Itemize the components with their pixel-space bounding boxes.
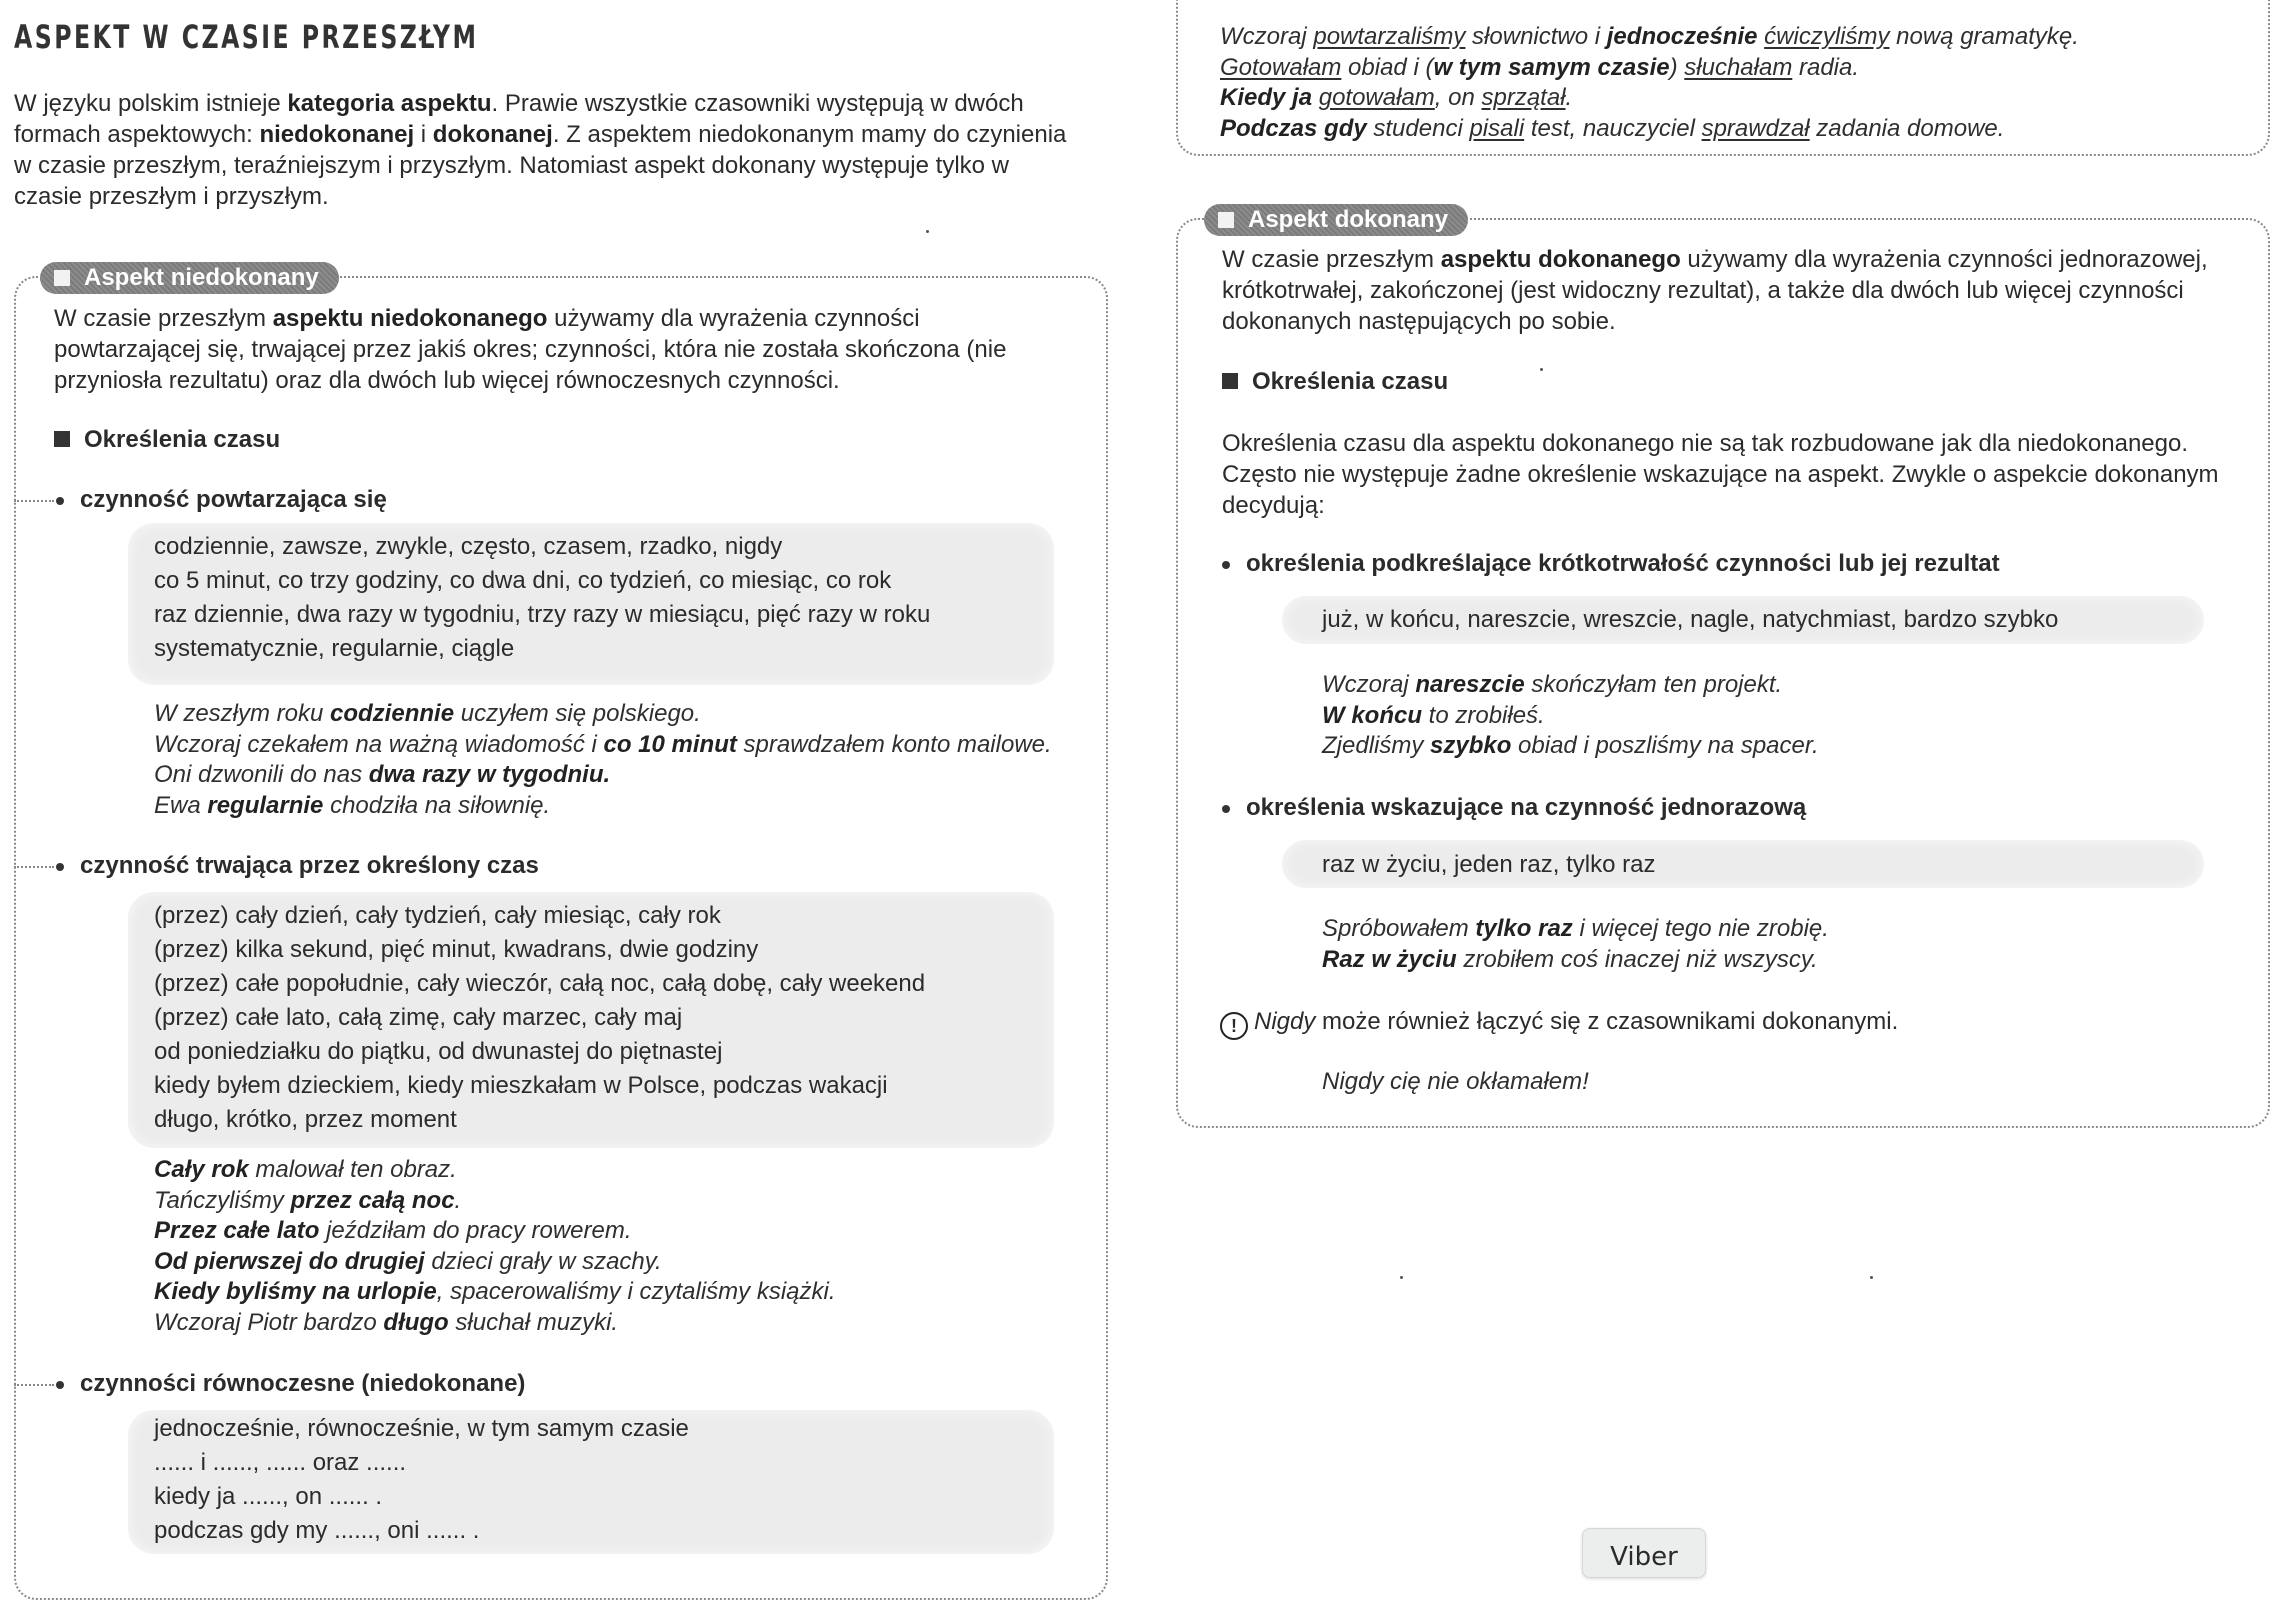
expression-line: (przez) całe lato, całą zimę, cały marzec, cały maj <box>154 1004 683 1031</box>
examples-list <box>154 699 1052 821</box>
imperfective-time-heading: Określenia czasu <box>54 426 280 454</box>
expression-line: ...... i ......, ...... oraz ...... <box>154 1449 407 1476</box>
example-sentence: W zeszłym roku codziennie uczyłem się polskiego. <box>154 700 701 727</box>
example-sentence: Gotowałam obiad i (w tym samym czasie) słuchałam radia. <box>1220 53 1860 81</box>
example-sentence: Raz w życiu zrobiłem coś inaczej niż wszyscy. <box>1322 945 1818 973</box>
expression-line: podczas gdy my ......, oni ...... . <box>154 1517 480 1544</box>
example-sentence: Wczoraj czekałem na ważną wiadomość i co 10 minut sprawdzałem konto mailowe. <box>154 730 1052 758</box>
group-label: określenia podkreślające krótkotrwałość czynności lub jej rezultat <box>1222 550 2000 578</box>
expressions-list <box>154 530 930 666</box>
perfective-badge <box>1204 204 1468 236</box>
square-icon <box>1222 373 1238 389</box>
example-sentence: Ewa regularnie chodziła na siłownię. <box>154 791 551 819</box>
viber-button[interactable]: Viber <box>1582 1528 1706 1578</box>
expressions-list <box>1322 848 1655 882</box>
imperfective-description: W czasie przeszłym aspektu niedokonanego używamy dla wyrażenia czynności powtarzającej się, trwającej przez jakiś okres; czynności, która nie została skończona (nie przyniosła rezultatu) oraz dla dwóch lub więcej równoczesnych czynności. <box>54 305 1007 394</box>
warning-circle-icon: ! <box>1220 1012 1248 1040</box>
perfective-note: ! Nigdy może również łączyć się z czasownikami dokonanymi. <box>1220 1006 1898 1040</box>
example-sentence: W końcu to zrobiłeś. <box>1322 701 1545 729</box>
perfective-description: W czasie przeszłym aspektu dokonanego używamy dla wyrażenia czynności jednorazowej, krótkotrwałej, zakończonej (jest widoczny rezultat), a także dla dwóch lub więcej czynności dokonanych następujących po sobie. <box>1222 246 2208 335</box>
example-sentence: Kiedy ja gotowałam, on sprzątał. <box>1220 84 1573 111</box>
examples-list <box>1322 670 1819 762</box>
expression-line: co 5 minut, co trzy godziny, co dwa dni, co tydzień, co miesiąc, co rok <box>154 567 892 594</box>
example-sentence: Kiedy byliśmy na urlopie, spacerowaliśmy i czytaliśmy książki. <box>154 1278 836 1305</box>
example-sentence: Wczoraj nareszcie skończyłam ten projekt. <box>1322 671 1783 698</box>
example-sentence: Wczoraj powtarzaliśmy słownictwo i jednocześnie ćwiczyliśmy nową gramatykę. <box>1220 23 2079 50</box>
page-title: ASPEKT W CZASIE PRZESZŁYM <box>14 18 479 56</box>
expression-line: (przez) kilka sekund, pięć minut, kwadrans, dwie godziny <box>154 936 759 963</box>
expression-line: raz w życiu, jeden raz, tylko raz <box>1322 851 1656 878</box>
expression-line: długo, krótko, przez moment <box>154 1106 457 1133</box>
simultaneous-examples <box>1220 22 2079 144</box>
expression-line: od poniedziałku do piątku, od dwunastej do piętnastej <box>154 1038 723 1065</box>
expressions-list <box>1322 603 2058 637</box>
group-label: czynność powtarzająca się <box>14 486 387 514</box>
bullet-icon <box>56 863 64 871</box>
expression-line: jednocześnie, równocześnie, w tym samym czasie <box>154 1415 689 1442</box>
badge-label: Aspekt dokonany <box>1248 206 1449 233</box>
badge-label: Aspekt niedokonany <box>84 264 319 291</box>
square-icon <box>1218 212 1234 228</box>
example-sentence: Cały rok malował ten obraz. <box>154 1156 457 1183</box>
perfective-time-intro: Określenia czasu dla aspektu dokonanego nie są tak rozbudowane jak dla niedokonanego. Często nie występuje żadne określenie wskazujące na aspekt. Zwykle o aspekcie dokonanym decydują: <box>1222 430 2219 519</box>
bullet-icon <box>1222 805 1230 813</box>
bullet-icon <box>56 1381 64 1389</box>
example-sentence: Spróbowałem tylko raz i więcej tego nie zrobię. <box>1322 915 1829 942</box>
expression-line: raz dziennie, dwa razy w tygodniu, trzy razy w miesiącu, pięć razy w roku <box>154 601 931 628</box>
expression-line: (przez) całe popołudnie, cały wieczór, całą noc, całą dobę, cały weekend <box>154 970 926 997</box>
example-sentence: Od pierwszej do drugiej dzieci grały w szachy. <box>154 1247 662 1275</box>
expressions-list <box>154 899 925 1137</box>
expression-line: codziennie, zawsze, zwykle, często, czasem, rzadko, nigdy <box>154 533 783 560</box>
expressions-list <box>154 1412 689 1548</box>
examples-list <box>154 1155 836 1338</box>
bullet-icon <box>1222 561 1230 569</box>
bullet-icon <box>56 497 64 505</box>
perfective-time-heading: Określenia czasu <box>1222 368 1448 396</box>
square-icon <box>54 431 70 447</box>
group-label: czynności równoczesne (niedokonane) <box>14 1370 525 1398</box>
square-icon <box>54 270 70 286</box>
expression-line: już, w końcu, nareszcie, wreszcie, nagle, natychmiast, bardzo szybko <box>1322 606 2059 633</box>
example-sentence: Oni dzwonili do nas dwa razy w tygodniu. <box>154 761 611 788</box>
group-label: czynność trwająca przez określony czas <box>14 852 539 880</box>
expression-line: systematycznie, regularnie, ciągle <box>154 635 515 662</box>
example-sentence: Wczoraj Piotr bardzo długo słuchał muzyki. <box>154 1308 619 1336</box>
imperfective-badge <box>40 262 339 294</box>
expression-line: kiedy byłem dzieckiem, kiedy mieszkałam w Polsce, podczas wakacji <box>154 1072 888 1099</box>
examples-list <box>1322 914 1829 975</box>
expression-line: kiedy ja ......, on ...... . <box>154 1483 383 1510</box>
expression-line: (przez) cały dzień, cały tydzień, cały miesiąc, cały rok <box>154 902 721 929</box>
group-label: określenia wskazujące na czynność jednorazową <box>1222 794 1806 822</box>
intro-paragraph: W języku polskim istnieje kategoria aspektu. Prawie wszystkie czasowniki występują w dwóch formach aspektowych: niedokonanej i dokonanej. Z aspektem niedokonanym mamy do czynienia w czasie przeszłym, teraźniejszym i przyszłym. Natomiast aspekt dokonany występuje tylko w czasie przeszłym i przyszłym. <box>14 90 1067 210</box>
note-example: Nigdy cię nie okłamałem! <box>1322 1068 1589 1095</box>
example-sentence: Podczas gdy studenci pisali test, nauczyciel sprawdzał zadania domowe. <box>1220 114 2005 142</box>
example-sentence: Przez całe lato jeździłam do pracy rowerem. <box>154 1217 632 1244</box>
example-sentence: Tańczyliśmy przez całą noc. <box>154 1186 462 1214</box>
example-sentence: Zjedliśmy szybko obiad i poszliśmy na spacer. <box>1322 732 1819 759</box>
